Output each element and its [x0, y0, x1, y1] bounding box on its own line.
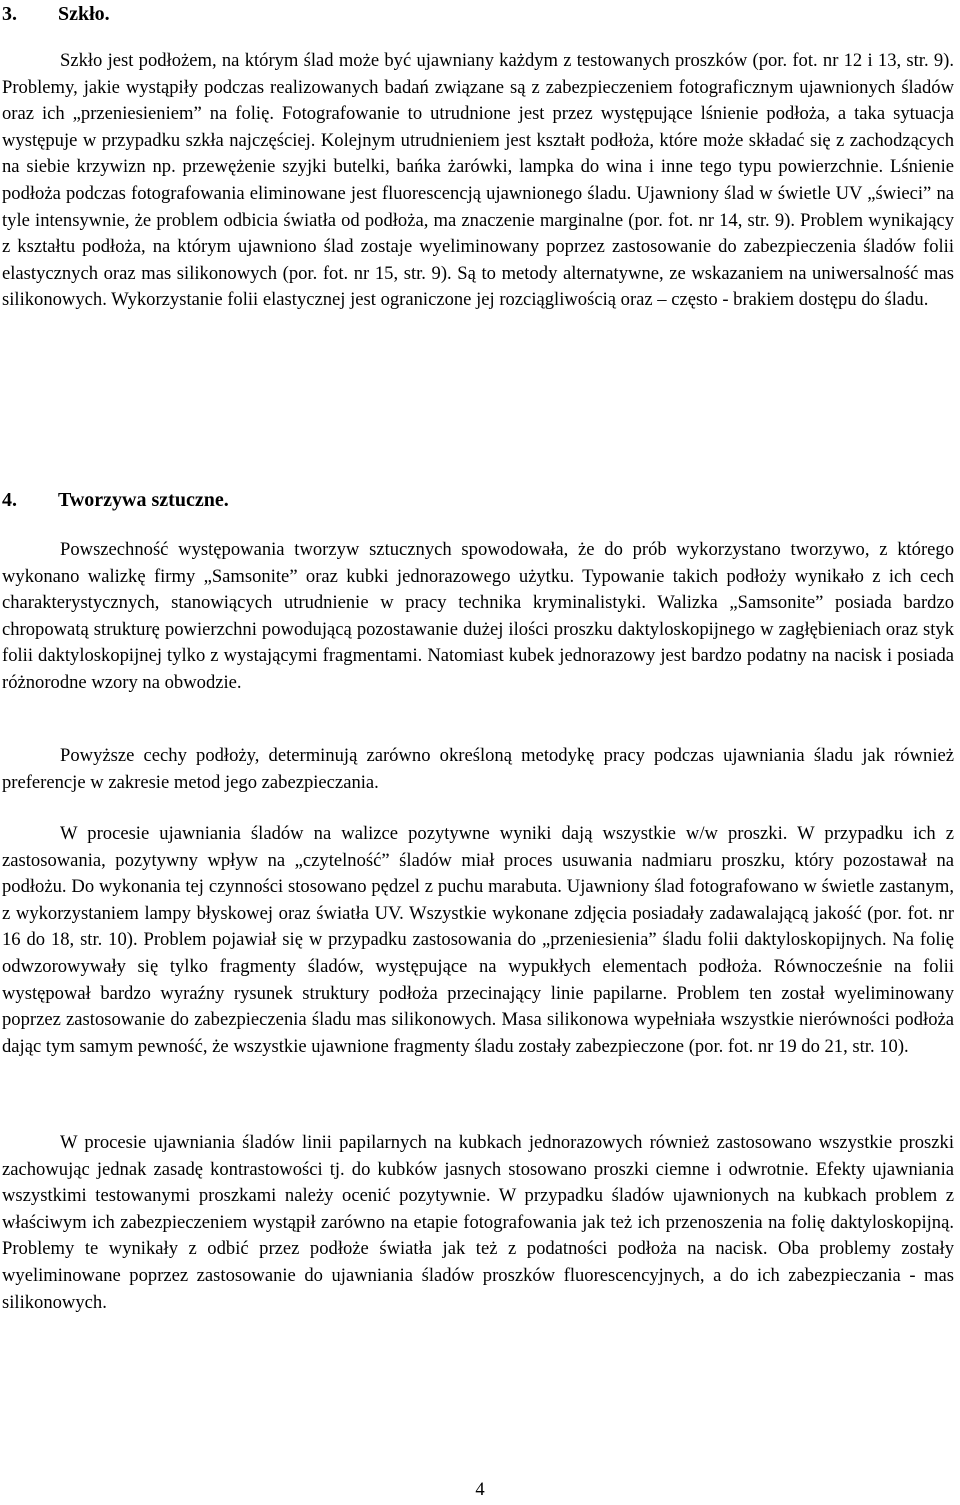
paragraph-surface-features: Powyższe cechy podłoży, determinują zarówno określoną metodykę pracy podczas ujawniania śladu jak również preferencje w zakresie metod jego zabezpieczania.: [2, 745, 954, 793]
section-heading-plastics: [2, 488, 229, 512]
section-number: 3.: [2, 3, 17, 25]
page-number: 4: [475, 1479, 485, 1500]
paragraph-cups-process: W procesie ujawniania śladów linii papilarnych na kubkach jednorazowych również zastosowano wszystkie proszki zachowując jednak zasadę kontrastowości tj. do kubków jasnych stosowano proszki ciemne i odwrotnie. Efekty ujawniania wszystkimi testowanymi proszkami należy ocenić pozytywnie. W przypadku śladów ujawnionych na kubkach problem z właściwym ich zabezpieczeniem wystąpił zarówno na etapie fotografowania jak też ich przenoszenia na folię daktyloskopijną. Problemy te wynikały z odbić przez podłoże światła jak też z podatności podłoża na nacisk. Oba problemy zostały wyeliminowane poprzez zastosowanie do ujawniania śladów proszków fluorescencyjnych, a do ich zabezpieczania - mas silikonowych.: [2, 1132, 954, 1313]
paragraph-suitcase-process: W procesie ujawniania śladów na walizce pozytywne wyniki dają wszystkie w/w proszki. W przypadku ich z zastosowania, pozytywny wpływ na „czytelność” śladów miał proces usuwania nadmiaru proszku, który pozostawał na podłożu. Do wykonania tej czynności stosowano pędzel z puchu marabuta. Ujawniony ślad fotografowano w świetle zastanym, z wykorzystaniem lampy błyskowej oraz światła UV. Wszystkie wykonane zdjęcia posiadały zadawalającą jakość (por. fot. nr 16 do 18, str. 10). Problem pojawiał się w przypadku zastosowania do „przeniesienia” śladu folii daktyloskopijnych. Na folię odwzorowywały się tylko fragmenty śladów, występujące na wypukłych elementach podłoża. Równocześnie na folii występował bardzo wyraźny rysunek struktury podłoża przecinający linie papilarne. Problem ten został wyeliminowany poprzez zastosowanie do zabezpieczenia śladu mas silikonowych. Masa silikonowa wypełniała wszystkie nierówności podłoża dając tym samym pewność, że wszystkie ujawnione fragmenty śladu zostały zabezpieczone (por. fot. nr 19 do 21, str. 10).: [2, 823, 954, 1057]
paragraph-plastics-intro: Powszechność występowania tworzyw sztucznych spowodowała, że do prób wykorzystano tworzywo, z którego wykonano walizkę firmy „Samsonite” oraz kubki jednorazowego użytku. Typowanie takich podłoży wynikało z ich cech charakterystycznych, stanowiących utrudnienie w pracy technika kryminalistyki. Walizka „Samsonite” posiada bardzo chropowatą strukturę powierzchni powodującą pozostawanie dużej ilości proszku daktyloskopijnego w zagłębieniach oraz styk folii daktyloskopijnej tylko z wystającymi fragmentami. Natomiast kubek jednorazowy jest bardzo podatny na nacisk i posiada różnorodne wzory na obwodzie.: [2, 539, 954, 693]
section-title: Szkło.: [58, 3, 110, 25]
paragraph-glass: Szkło jest podłożem, na którym ślad może być ujawniany każdym z testowanych proszków (por. fot. nr 12 i 13, str. 9). Problemy, jakie wystąpiły podczas realizowanych badań związane są z zabezpieczeniem fotograficznym ujawnionych śladów oraz ich „przeniesieniem” na folię. Fotografowanie to utrudnione jest przez występujące lśnienie podłoża, a taka sytuacja występuje w przypadku szkła najczęściej. Kolejnym utrudnieniem jest kształt podłoża, które może składać się z zachodzących na siebie krzywizn np. przewężenie szyjki butelki, bańka żarówki, lampka do wina i inne tego typu powierzchnie. Lśnienie podłoża podczas fotografowania eliminowane jest fluorescencją ujawnionego śladu. Ujawniony ślad w świetle UV „świeci” na tyle intensywnie, że problem odbicia światła od podłoża, ma znaczenie marginalne (por. fot. nr 14, str. 9). Problem wynikający z kształtu podłoża, na którym ujawniono ślad zostaje wyeliminowany poprzez zastosowanie do zabezpieczenia śladów folii elastycznych oraz mas silikonowych (por. fot. nr 15, str. 9). Są to metody alternatywne, ze wskazaniem na uniwersalność mas silikonowych. Wykorzystanie folii elastycznej jest ograniczone jej rozciągliwością oraz – często - brakiem dostępu do śladu.: [2, 50, 954, 311]
section-title: Tworzywa sztuczne.: [58, 489, 229, 511]
section-heading-glass: [2, 2, 110, 26]
section-number: 4.: [2, 489, 17, 511]
